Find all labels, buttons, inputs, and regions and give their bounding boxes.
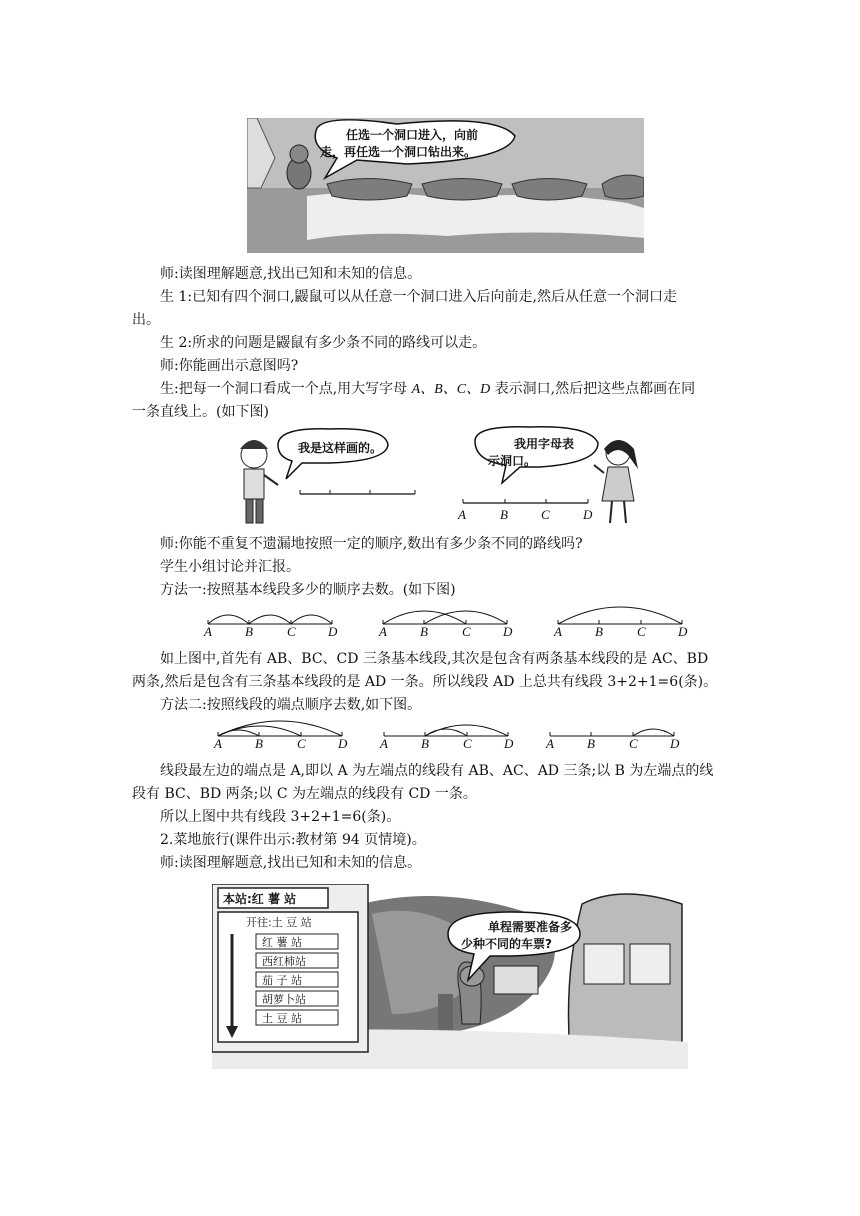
sign-station-5: 土 豆 站 [262,1012,302,1025]
mole-bubble-line1: 任选一个洞口进入，向前 [346,128,479,142]
method-one-explain-line2: 两条,然后是包含有三条基本线段的是 AD 一条。所以线段 AD 上总共有线段 3+2+1=6(条)。 [132,674,718,690]
m2b-d: D [504,736,514,751]
student-answer-line1: 生:把每一个洞口看成一个点,用大写字母 A、B、C、D 表示洞口,然后把这些点都画在同 [160,381,696,397]
m2c-b: B [587,736,595,751]
student1-answer-line1: 生 1:已知有四个洞口,鼹鼠可以从任意一个洞口进入后向前走,然后从任意一个洞口走 [160,289,677,305]
fig2-label-c: C [541,507,550,522]
m1b-b: B [420,624,428,639]
girl-bubble-line2: 示洞口。 [488,454,537,468]
diagram-1c [558,607,682,624]
method-two-explain-line1: 线段最左边的端点是 A,即以 A 为左端点的线段有 AB、AC、AD 三条;以 B 为左端点的线 [160,763,714,779]
sign-current-station: 本站:红 薯 站 [223,892,297,906]
sign-destination: 开往:土 豆 站 [246,916,312,929]
m2a-d: D [338,736,348,751]
ticket-bubble-line1: 单程需要准备多 [488,920,573,934]
method-two-explain-line2: 段有 BC、BD 两条;以 C 为左端点的线段有 CD 一条。 [132,786,477,802]
m2b-a: A [380,736,388,751]
m1a-c: C [287,624,296,639]
section-2-title: 2.菜地旅行(课件出示:教材第 94 页情境)。 [160,832,426,848]
fig2-label-b: B [500,507,508,522]
m2a-a: A [214,736,222,751]
m1b-d: D [503,624,513,639]
diagram-2c [550,729,674,736]
student-answer-line2: 一条直线上。(如下图) [132,404,269,420]
m2b-b: B [421,736,429,751]
student2-answer: 生 2:所求的问题是鼹鼠有多少条不同的路线可以走。 [160,335,487,351]
girl-bubble-line1: 我用字母表 [514,437,575,451]
m1c-c: C [637,624,646,639]
ticket-bubble-line2: 少种不同的车票? [461,937,552,951]
m1c-a: A [554,624,562,639]
fig2-label-d: D [583,507,593,522]
teacher-prompt-2: 师:你能画出示意图吗? [160,358,299,374]
teacher-prompt-4: 师:读图理解题意,找出已知和未知的信息。 [160,855,422,871]
m2a-b: B [255,736,263,751]
mole-bubble-line2: 走，再任选一个洞口钻出来。 [320,145,477,159]
boy-bubble-text: 我是这样画的。 [298,441,383,455]
figure-boy-girl [230,425,640,530]
method-one-heading: 方法一:按照基本线段多少的顺序去数。(如下图) [160,582,456,598]
method-two-diagrams [210,712,700,742]
method-two-heading: 方法二:按照线段的端点顺序去数,如下图。 [160,697,422,713]
m1a-a: A [204,624,212,639]
m1b-c: C [462,624,471,639]
m1a-d: D [328,624,338,639]
sign-station-2: 西红柿站 [262,955,306,968]
diagram-2a [218,721,342,736]
m1b-a: A [379,624,387,639]
teacher-prompt-3: 师:你能不重复不遗漏地按照一定的顺序,数出有多少条不同的路线吗? [160,536,583,552]
fig2-label-a: A [458,507,466,522]
group-discussion: 学生小组讨论并汇报。 [160,559,300,575]
conclusion: 所以上图中共有线段 3+2+1=6(条)。 [160,809,401,825]
m2c-d: D [670,736,680,751]
diagram-1b [383,611,507,624]
m2a-c: C [297,736,306,751]
m2b-c: C [463,736,472,751]
diagram-2b [384,725,508,736]
method-one-diagrams [200,600,700,630]
student1-answer-line2: 出。 [132,312,160,328]
m1c-d: D [678,624,688,639]
method-one-explain-line1: 如上图中,首先有 AB、BC、CD 三条基本线段,其次是包含有两条基本线段的是 AC、BD [160,651,709,667]
teacher-prompt-1: 师:读图理解题意,找出已知和未知的信息。 [160,266,422,282]
m2c-c: C [629,736,638,751]
diagram-1a [208,615,332,624]
sign-station-3: 茄 子 站 [262,974,302,987]
m2c-a: A [546,736,554,751]
sign-station-4: 胡萝卜站 [262,993,306,1006]
sign-station-1: 红 薯 站 [262,936,302,949]
m1a-b: B [245,624,253,639]
m1c-b: B [595,624,603,639]
